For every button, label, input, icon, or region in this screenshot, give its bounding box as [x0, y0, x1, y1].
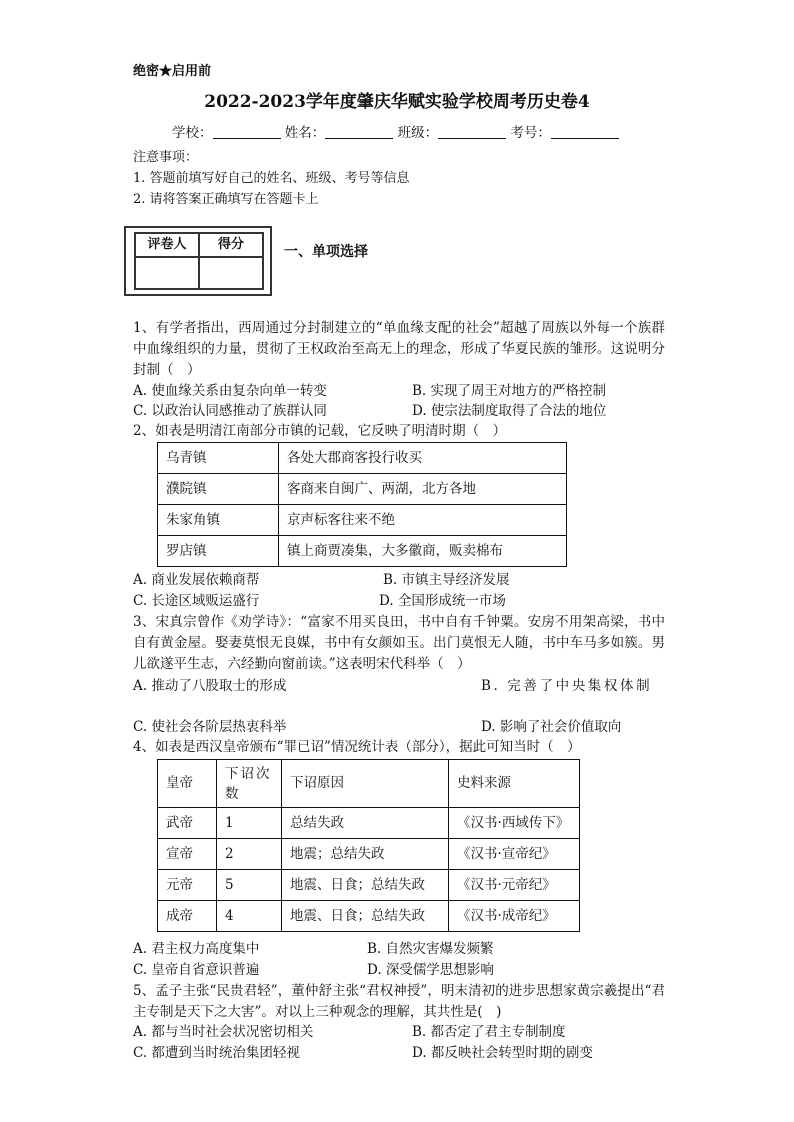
table-cell: 4 [217, 901, 282, 932]
table-cell: 罗店镇 [158, 536, 279, 567]
market-town-table [157, 442, 567, 567]
question-1-options-row-1 [133, 381, 673, 402]
option[interactable]: B. 都否定了君主专制制度 [412, 1024, 566, 1040]
option[interactable]: B. 自然灾害爆发频繁 [367, 941, 494, 957]
question-2-options-row-2 [133, 591, 673, 612]
question-5-options-row-2 [133, 1043, 673, 1064]
table-cell: 总结失政 [282, 808, 449, 839]
table-header-cell: 下诏次数 [217, 760, 282, 808]
option[interactable]: D. 深受儒学思想影响 [367, 962, 494, 978]
notes [133, 147, 410, 210]
table-cell: 客商来自闽广、两湖，北方各地 [279, 474, 567, 505]
table-cell: 元帝 [158, 870, 217, 901]
table-cell: 地震；总结失政 [282, 839, 449, 870]
option[interactable]: C. 使社会各阶层热衷科举 [133, 719, 287, 735]
table-header-row [158, 760, 580, 808]
question-3-options-row-2 [133, 717, 673, 738]
table-row [158, 808, 580, 839]
notes-item: 2. 请将答案正确填写在答题卡上 [133, 192, 319, 207]
table-row [158, 839, 580, 870]
table-cell: 《汉书·成帝纪》 [449, 901, 580, 932]
question-5-options-row-1 [133, 1022, 673, 1043]
table-cell: 朱家角镇 [158, 505, 279, 536]
question-2-options-row-1 [133, 570, 673, 591]
score-header: 得分 [199, 233, 263, 257]
option[interactable]: C. 都遭到当时统治集团轻视 [133, 1045, 300, 1061]
table-cell: 武帝 [158, 808, 217, 839]
option[interactable]: B. 实现了周王对地方的严格控制 [412, 383, 607, 399]
option[interactable]: D. 使宗法制度取得了合法的地位 [412, 403, 607, 419]
table-row [158, 505, 567, 536]
edict-table [157, 759, 580, 932]
question-1-stem: 1、有学者指出，西周通过分封制建立的“单血缘支配的社会”超越了周族以外每一个族群中血缘组织的力量，贯彻了王权政治至高无上的理念，形成了华夏民族的雏形。这说明分封制（ ） [133, 320, 665, 378]
table-cell: 宣帝 [158, 839, 217, 870]
table-row [158, 443, 567, 474]
exam-number-label: 考号： [510, 125, 551, 141]
name-label: 姓名： [284, 125, 326, 141]
option[interactable]: B. 市镇主导经济发展 [383, 572, 510, 588]
table-cell: 乌青镇 [158, 443, 279, 474]
confidential-mark: 绝密★启用前 [133, 64, 212, 79]
question-4-options-row-1 [133, 939, 673, 960]
school-label: 学校： [172, 125, 213, 141]
option[interactable]: C. 以政治认同感推动了族群认同 [133, 403, 327, 419]
notes-heading: 注意事项： [133, 150, 199, 165]
question-4-stem: 4、如表是西汉皇帝颁布“罪已诏”情况统计表（部分），据此可知当时（ ） [133, 739, 581, 755]
table-row [158, 536, 567, 567]
table-cell: 各处大郡商客投行收买 [279, 443, 567, 474]
table-header-cell: 皇帝 [158, 760, 217, 808]
table-header-cell: 史料来源 [449, 760, 580, 808]
page-title: 2022-2023学年度肇庆华赋实验学校周考历史卷4 [204, 92, 590, 112]
table-cell: 5 [217, 870, 282, 901]
table-row [158, 870, 580, 901]
option[interactable]: C. 皇帝自省意识普遍 [133, 962, 260, 978]
option[interactable]: D. 影响了社会价值取向 [481, 719, 622, 735]
table-cell: 濮院镇 [158, 474, 279, 505]
table-cell: 京声标客往来不绝 [279, 505, 567, 536]
question-1-options-row-2 [133, 401, 673, 422]
notes-item: 1. 答题前填写好自己的姓名、班级、考号等信息 [133, 171, 410, 186]
question-3-stem: 3、宋真宗曾作《劝学诗》：“富家不用买良田，书中自有千钟粟。安房不用架高梁，书中自有黄金屋。娶妻莫恨无良媒，书中有女颜如玉。出门莫恨无人随，书中车马多如簇。男儿欲遂平生志，六经勤向窗前读。”这表明宋代科举（ ） [133, 614, 665, 672]
question-2-stem: 2、如表是明清江南部分市镇的记载，它反映了明清时期（ ） [133, 423, 507, 439]
table-cell: 1 [217, 808, 282, 839]
score-box [124, 226, 272, 296]
option[interactable]: A. 君主权力高度集中 [133, 941, 260, 957]
table-cell: 地震、日食；总结失政 [282, 901, 449, 932]
table-cell: 《汉书·西域传下》 [449, 808, 580, 839]
question-5-stem: 5、孟子主张“民贵君轻”，董仲舒主张“君权神授”，明末清初的进步思想家黄宗羲提出“君主专制是天下之大害”。对以上三种观念的理解，其共性是( ) [133, 983, 665, 1020]
option[interactable]: A. 商业发展依赖商帮 [133, 572, 260, 588]
grader-cell [135, 257, 199, 289]
option[interactable]: D. 都反映社会转型时期的剧变 [412, 1045, 593, 1061]
table-cell: 成帝 [158, 901, 217, 932]
school-blank[interactable] [213, 124, 281, 139]
table-cell: 地震、日食；总结失政 [282, 870, 449, 901]
grader-header: 评卷人 [135, 233, 199, 257]
table-row [158, 474, 567, 505]
question-4-options-row-2 [133, 960, 673, 981]
class-label: 班级： [397, 125, 439, 141]
table-cell: 《汉书·元帝纪》 [449, 870, 580, 901]
section-heading: 一、单项选择 [284, 244, 368, 260]
question-3-options-row-1 [133, 676, 673, 697]
student-info-line [172, 123, 619, 143]
option[interactable]: D. 全国形成统一市场 [379, 593, 506, 609]
option[interactable]: A. 推动了八股取士的形成 [133, 678, 287, 694]
option[interactable]: A. 使血缘关系由复杂向单一转变 [133, 383, 327, 399]
table-cell: 镇上商贾凑集，大多徽商，贩卖棉布 [279, 536, 567, 567]
table-row [158, 901, 580, 932]
table-header-cell: 下诏原因 [282, 760, 449, 808]
table-cell: 《汉书·宣帝纪》 [449, 839, 580, 870]
option[interactable]: A. 都与当时社会状况密切相关 [133, 1024, 314, 1040]
exam-number-blank[interactable] [551, 124, 619, 139]
class-blank[interactable] [438, 124, 506, 139]
score-cell [199, 257, 263, 289]
option[interactable]: B. 完善了中央集权体制 [481, 678, 653, 694]
name-blank[interactable] [325, 124, 393, 139]
table-cell: 2 [217, 839, 282, 870]
option[interactable]: C. 长途区域贩运盛行 [133, 593, 260, 609]
